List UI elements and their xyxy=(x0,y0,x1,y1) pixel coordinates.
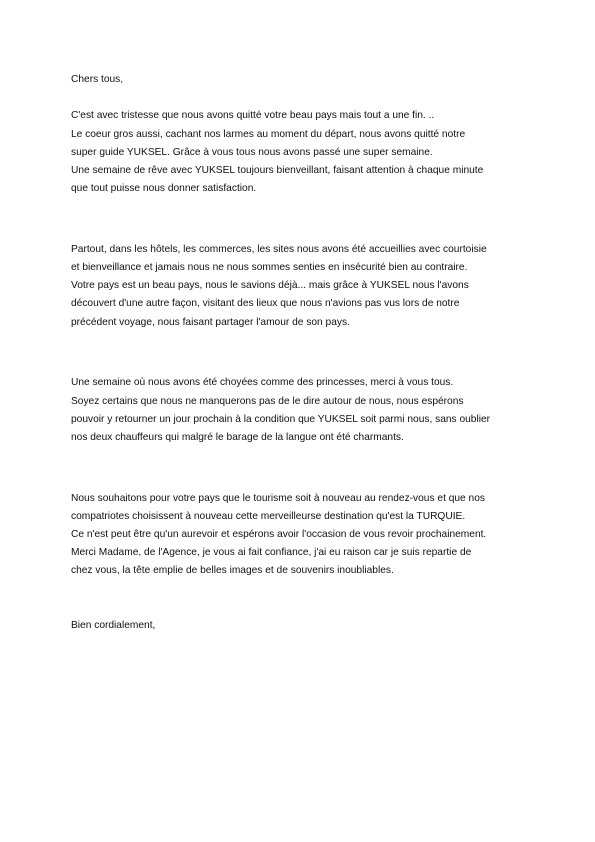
paragraph-line: Une semaine où nous avons été choyées comme des princesses, merci à vous tous. xyxy=(71,377,454,389)
spacer xyxy=(71,356,541,374)
spacer xyxy=(71,599,541,617)
spacer xyxy=(71,581,541,599)
paragraph-line: compatriotes choisissent à nouveau cette merveilleurse destination qu'est la TURQUIE. xyxy=(71,510,466,522)
paragraph-line: Soyez certains que nous ne manquerons pas de le dire autour de nous, nous espérons xyxy=(71,395,464,407)
spacer xyxy=(71,223,541,241)
paragraph-line: pouvoir y retourner un jour prochain à la condition que YUKSEL soit parmi nous, sans oublier xyxy=(71,413,491,425)
paragraph-line: super guide YUKSEL. Grâce à vous tous nous avons passé une super semaine. xyxy=(71,146,433,158)
paragraph-4 xyxy=(71,490,541,581)
spacer xyxy=(71,332,541,356)
greeting: Chers tous, xyxy=(71,74,124,85)
paragraph-line: Nous souhaitons pour votre pays que le tourisme soit à nouveau au rendez-vous et que nos xyxy=(71,492,485,504)
paragraph-line: précédent voyage, nous faisant partager l'amour de son pays. xyxy=(71,316,350,328)
paragraph-line: Une semaine de rêve avec YUKSEL toujours bienveillant, faisant attention à chaque minute xyxy=(71,164,484,176)
letter-body xyxy=(71,71,541,635)
paragraph-1 xyxy=(71,107,541,198)
paragraph-line: Votre pays est un beau pays, nous le savions déjà... mais grâce à YUKSEL nous l'avons xyxy=(71,280,469,292)
paragraph-3 xyxy=(71,374,541,447)
paragraph-line: Partout, dans les hôtels, les commerces, les sites nous avons été accueillies avec courtoisie xyxy=(71,243,487,255)
spacer xyxy=(71,89,541,107)
paragraph-line: que tout puisse nous donner satisfaction. xyxy=(71,183,257,195)
paragraph-line: Merci Madame, de l'Agence, je vous ai fait confiance, j'ai eu raison car je suis repartie de xyxy=(71,547,472,559)
paragraph-line: nos deux chauffeurs qui malgré le barage de la langue ont été charmants. xyxy=(71,431,404,443)
paragraph-line: C'est avec tristesse que nous avons quitté votre beau pays mais tout a une fin. .. xyxy=(71,110,435,122)
spacer xyxy=(71,472,541,490)
spacer xyxy=(71,447,541,471)
spacer xyxy=(71,198,541,222)
paragraph-line: Le coeur gros aussi, cachant nos larmes au moment du départ, nous avons quitté notre xyxy=(71,128,466,140)
paragraph-line: chez vous, la tête emplie de belles images et de souvenirs inoubliables. xyxy=(71,565,394,577)
paragraph-line: Ce n'est peut être qu'un aurevoir et espérons avoir l'occasion de vous revoir prochainement. xyxy=(71,529,487,541)
paragraph-line: découvert d'une autre façon, visitant des lieux que nous n'avions pas vus lors de notre xyxy=(71,298,460,310)
paragraph-2 xyxy=(71,241,541,332)
closing: Bien cordialement, xyxy=(71,620,156,632)
paragraph-line: et bienveillance et jamais nous ne nous sommes senties en insécurité bien au contraire. xyxy=(71,262,468,274)
